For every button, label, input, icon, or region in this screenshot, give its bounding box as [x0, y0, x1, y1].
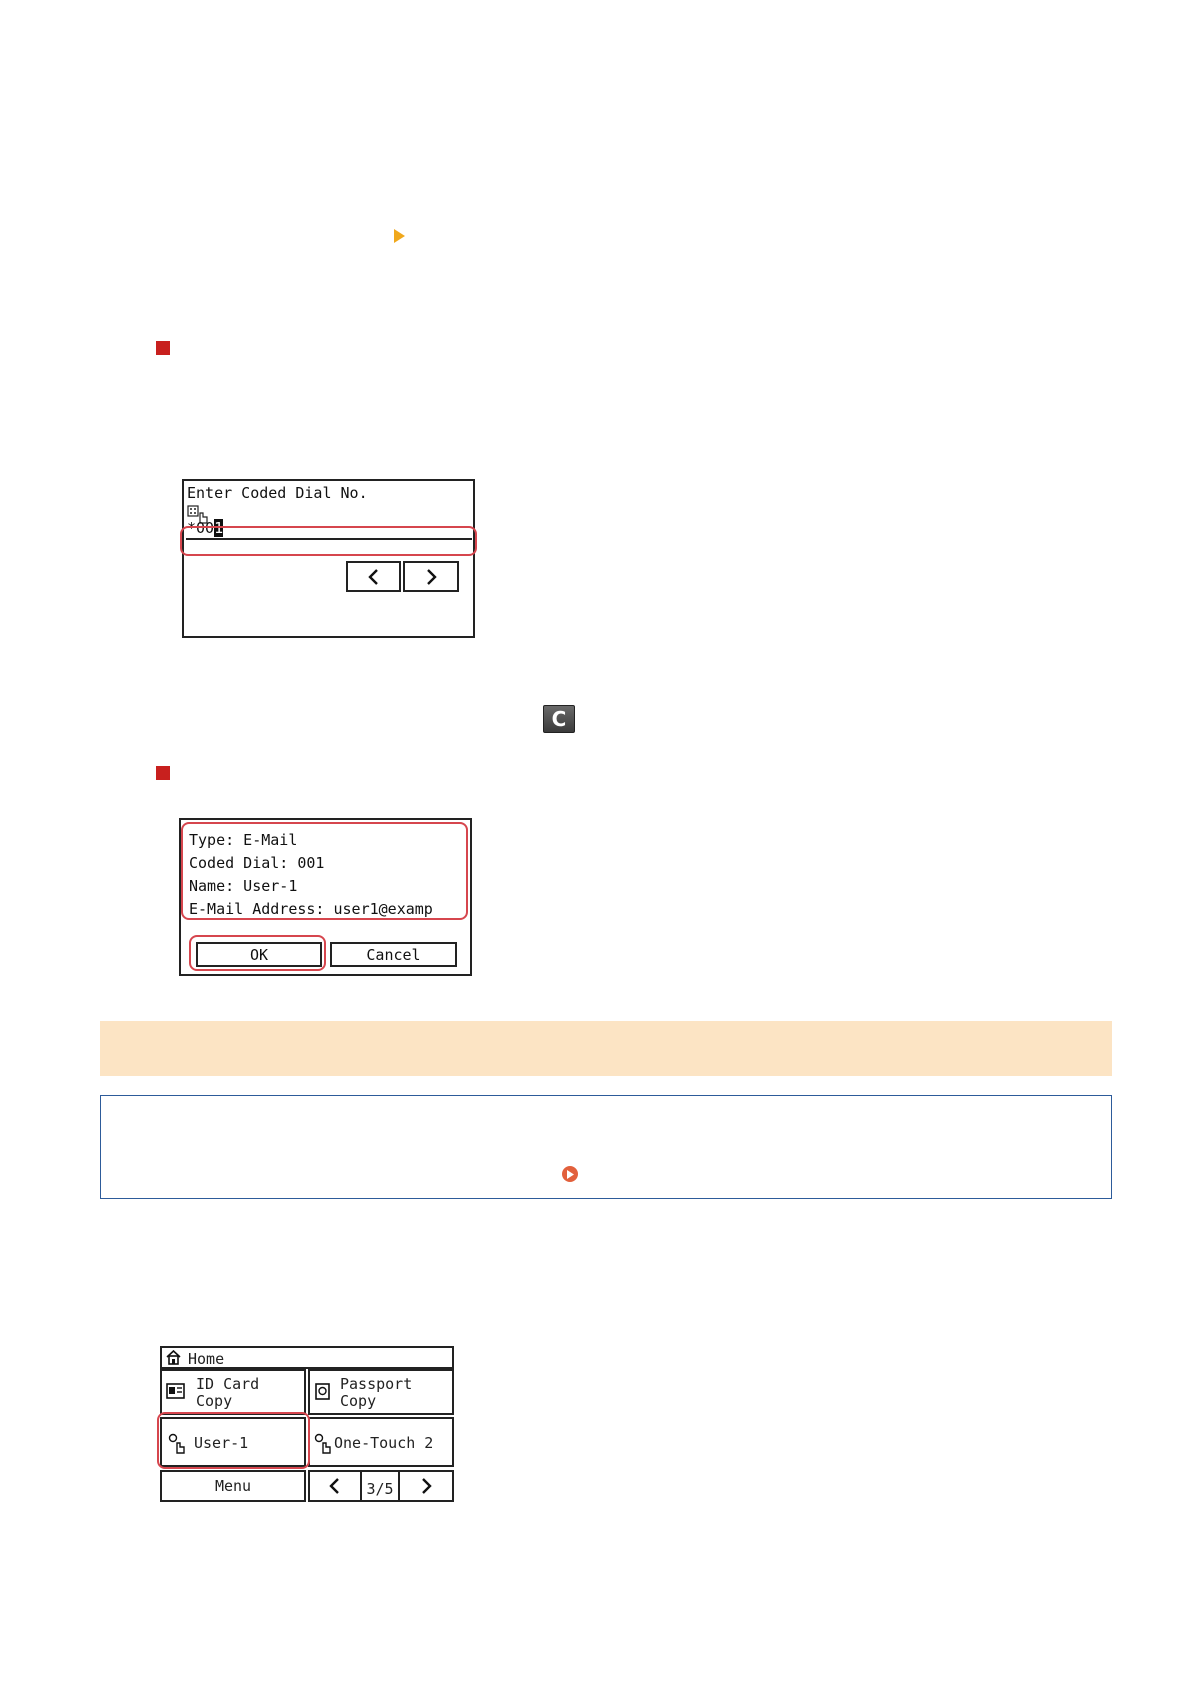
- id-card-icon: [166, 1383, 186, 1401]
- tile-label: ID Card: [196, 1375, 260, 1393]
- page-prev-button[interactable]: [308, 1470, 362, 1502]
- input-value: *00: [187, 519, 215, 537]
- note-box: [100, 1095, 1112, 1199]
- detail-email: E-Mail Address: user1@examp: [189, 900, 433, 918]
- cursor-left-button[interactable]: [346, 561, 401, 592]
- chevron-left-icon: [328, 1477, 342, 1495]
- note-header-band: [100, 1021, 1112, 1076]
- screen-title: Enter Coded Dial No.: [187, 484, 368, 502]
- tile-id-card-copy[interactable]: [160, 1369, 306, 1415]
- tile-label: One-Touch 2: [334, 1434, 434, 1452]
- one-touch-icon: [313, 1433, 333, 1455]
- chevron-left-icon: [367, 568, 381, 586]
- cursor-right-button[interactable]: [403, 561, 459, 592]
- tile-label: Passport: [340, 1375, 413, 1393]
- home-icon: [166, 1350, 181, 1365]
- chevron-right-icon: [419, 1477, 433, 1495]
- input-highlight: [180, 526, 477, 556]
- link-arrow-icon[interactable]: [562, 1166, 578, 1182]
- triangle-arrow-icon: [394, 229, 405, 243]
- page-next-button[interactable]: [398, 1470, 454, 1502]
- red-square-icon: [156, 766, 170, 780]
- tile-one-touch-2[interactable]: [308, 1417, 454, 1467]
- tile-label: User-1: [194, 1434, 249, 1452]
- red-square-icon: [156, 341, 170, 355]
- menu-button[interactable]: Menu: [160, 1470, 306, 1502]
- home-title-bar: [160, 1346, 454, 1369]
- page-indicator: 3/5: [362, 1470, 398, 1502]
- passport-icon: [315, 1383, 331, 1401]
- detail-type: Type: E-Mail: [189, 831, 298, 849]
- coded-dial-screen: [182, 479, 475, 638]
- ok-button[interactable]: OK: [196, 942, 322, 967]
- user-1-highlight: [157, 1412, 310, 1469]
- home-title: Home: [188, 1350, 225, 1368]
- tile-label: Copy: [340, 1392, 377, 1410]
- detail-coded-dial: Coded Dial: 001: [189, 854, 325, 872]
- tile-passport-copy[interactable]: [308, 1369, 454, 1415]
- ok-highlight: [189, 935, 326, 971]
- detail-name: Name: User-1: [189, 877, 298, 895]
- details-highlight: [181, 822, 468, 920]
- chevron-right-icon: [424, 568, 438, 586]
- clear-key-icon: C: [543, 705, 575, 733]
- play-icon: [566, 1170, 574, 1179]
- cancel-button[interactable]: Cancel: [330, 942, 457, 967]
- tile-label: Copy: [196, 1392, 233, 1410]
- input-cursor: 1: [214, 519, 224, 537]
